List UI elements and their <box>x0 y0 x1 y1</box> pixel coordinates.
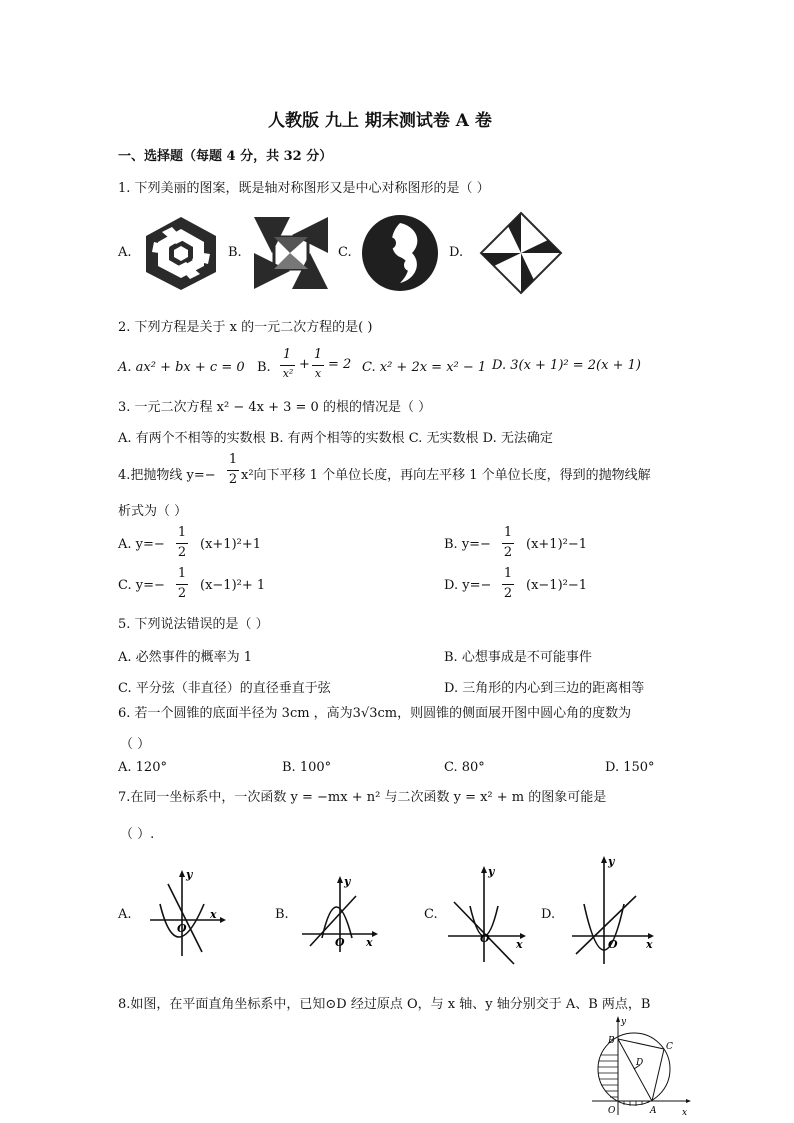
q7b-x: x <box>366 936 373 949</box>
q7-graph-a <box>146 870 226 960</box>
q8-y: y <box>621 1017 627 1027</box>
q7-label-b: B. <box>275 907 289 922</box>
page-title: 人教版 九上 期末测试卷 A 卷 <box>268 111 492 131</box>
question-6-stem: 6. 若一个圆锥的底面半径为 3cm ，高为3√3cm，则圆锥的侧面展开图中圆心角的度数为 <box>118 706 632 721</box>
q8-o: O <box>608 1106 616 1116</box>
q7-graph-b <box>300 876 380 956</box>
q6-option-b: B. 100° <box>282 760 332 775</box>
question-7-stem: 7.在同一坐标系中，一次函数 y = −mx + n² 与二次函数 y = x² + m 的图象可能是 <box>118 790 607 805</box>
q7a-o: O <box>177 922 187 935</box>
q1-label-d: D. <box>449 245 464 260</box>
q7c-x: x <box>516 938 523 951</box>
q4-option-c-num: 1 <box>177 566 187 581</box>
q4-option-c-den: 2 <box>177 586 187 601</box>
q7c-o: O <box>480 932 490 945</box>
q4-option-b-pre: B. y=− <box>444 537 491 552</box>
q7a-x: x <box>210 908 217 921</box>
q1-label-c: C. <box>338 245 352 260</box>
q6-blank: （ ） <box>120 737 151 752</box>
q7-label-c: C. <box>424 907 438 922</box>
q2-b-frac2-den: x <box>314 367 322 380</box>
q4-option-a-pre: A. y=− <box>118 537 165 552</box>
q8-figure <box>588 1015 698 1120</box>
q6-option-d: D. 150° <box>605 760 655 775</box>
question-2-stem: 2. 下列方程是关于 x 的一元二次方程的是( ) <box>118 320 373 335</box>
q7-blank: （ ）. <box>120 827 155 842</box>
q4-frac-den: 2 <box>228 472 238 487</box>
q6-option-c: C. 80° <box>444 760 485 775</box>
question-4-stem-a: 4.把抛物线 y=− <box>118 468 216 483</box>
q2-b-plus: + <box>299 357 310 372</box>
q7-graph-c <box>446 866 530 966</box>
q8-c: C <box>666 1042 673 1052</box>
q4-option-d-den: 2 <box>503 586 513 601</box>
q7d-y: y <box>608 855 615 868</box>
q3-options: A. 有两个不相等的实数根 B. 有两个相等的实数根 C. 无实数根 D. 无法确定 <box>118 431 553 446</box>
question-5-stem: 5. 下列说法错误的是（ ） <box>118 617 269 632</box>
q8-d: D <box>636 1058 644 1068</box>
q7c-y: y <box>488 865 495 878</box>
q5-option-a: A. 必然事件的概率为 1 <box>118 650 253 665</box>
q2-b-rest: = 2 <box>328 357 352 372</box>
q7d-x: x <box>646 938 653 951</box>
q2-option-b-label: B. <box>257 360 271 375</box>
q4-option-a-den: 2 <box>177 545 187 560</box>
q2-option-c: C. x² + 2x = x² − 1 <box>362 360 487 375</box>
q6-option-a: A. 120° <box>118 760 167 775</box>
q1-label-b: B. <box>228 245 242 260</box>
q7-label-d: D. <box>541 907 556 922</box>
q4-option-b-den: 2 <box>503 545 513 560</box>
q5-option-d: D. 三角形的内心到三边的距离相等 <box>444 681 645 696</box>
q7a-y: y <box>186 868 193 881</box>
q5-option-b: B. 心想事成是不可能事件 <box>444 650 592 665</box>
q8-b: B <box>608 1036 615 1046</box>
q7d-o: O <box>608 938 618 951</box>
q4-option-d-num: 1 <box>503 566 513 581</box>
q7b-o: O <box>335 936 345 949</box>
q1-figure-d-icon <box>478 210 564 296</box>
q5-option-c: C. 平分弦（非直径）的直径垂直于弦 <box>118 681 331 696</box>
q2-b-frac2-num: 1 <box>313 347 323 362</box>
q4-option-c-pre: C. y=− <box>118 578 165 593</box>
q7-graph-d <box>570 856 658 968</box>
q2-option-d: D. 3(x + 1)² = 2(x + 1) <box>492 358 641 373</box>
section-heading: 一、选择题（每题 4 分，共 32 分） <box>118 149 333 164</box>
q4-option-d-post: (x−1)²−1 <box>526 578 588 593</box>
q4-option-b-post: (x+1)²−1 <box>526 537 588 552</box>
q2-option-a: A. ax² + bx + c = 0 <box>118 360 245 375</box>
q2-b-frac1-den: x² <box>282 367 294 380</box>
q1-figure-c-icon <box>360 213 440 293</box>
question-1-stem: 1. 下列美丽的图案，既是轴对称图形又是中心对称图形的是（ ） <box>118 181 490 196</box>
question-8-stem: 8.如图，在平面直角坐标系中，已知⊙D 经过原点 O，与 x 轴、y 轴分别交于 A、B 两点，B <box>118 997 651 1012</box>
q8-x: x <box>682 1108 688 1118</box>
q4-option-b-num: 1 <box>503 525 513 540</box>
q8-a: A <box>650 1106 657 1116</box>
q4-option-c-post: (x−1)²+ 1 <box>200 578 266 593</box>
q1-figure-b-icon <box>250 213 332 293</box>
question-4-stem-c: 析式为（ ） <box>118 504 188 519</box>
question-3-stem: 3. 一元二次方程 x² − 4x + 3 = 0 的根的情况是（ ） <box>118 400 432 415</box>
q4-option-d-pre: D. y=− <box>444 578 492 593</box>
question-4-stem-b: x²向下平移 1 个单位长度，再向左平移 1 个单位长度，得到的抛物线解 <box>241 468 651 483</box>
q7-label-a: A. <box>118 907 132 922</box>
q7b-y: y <box>344 875 351 888</box>
q4-frac-num: 1 <box>228 452 238 467</box>
q4-option-a-post: (x+1)²+1 <box>200 537 262 552</box>
q1-figure-a-icon <box>140 214 222 292</box>
q1-label-a: A. <box>118 245 132 260</box>
q2-b-frac1-num: 1 <box>282 347 292 362</box>
q4-option-a-num: 1 <box>177 525 187 540</box>
